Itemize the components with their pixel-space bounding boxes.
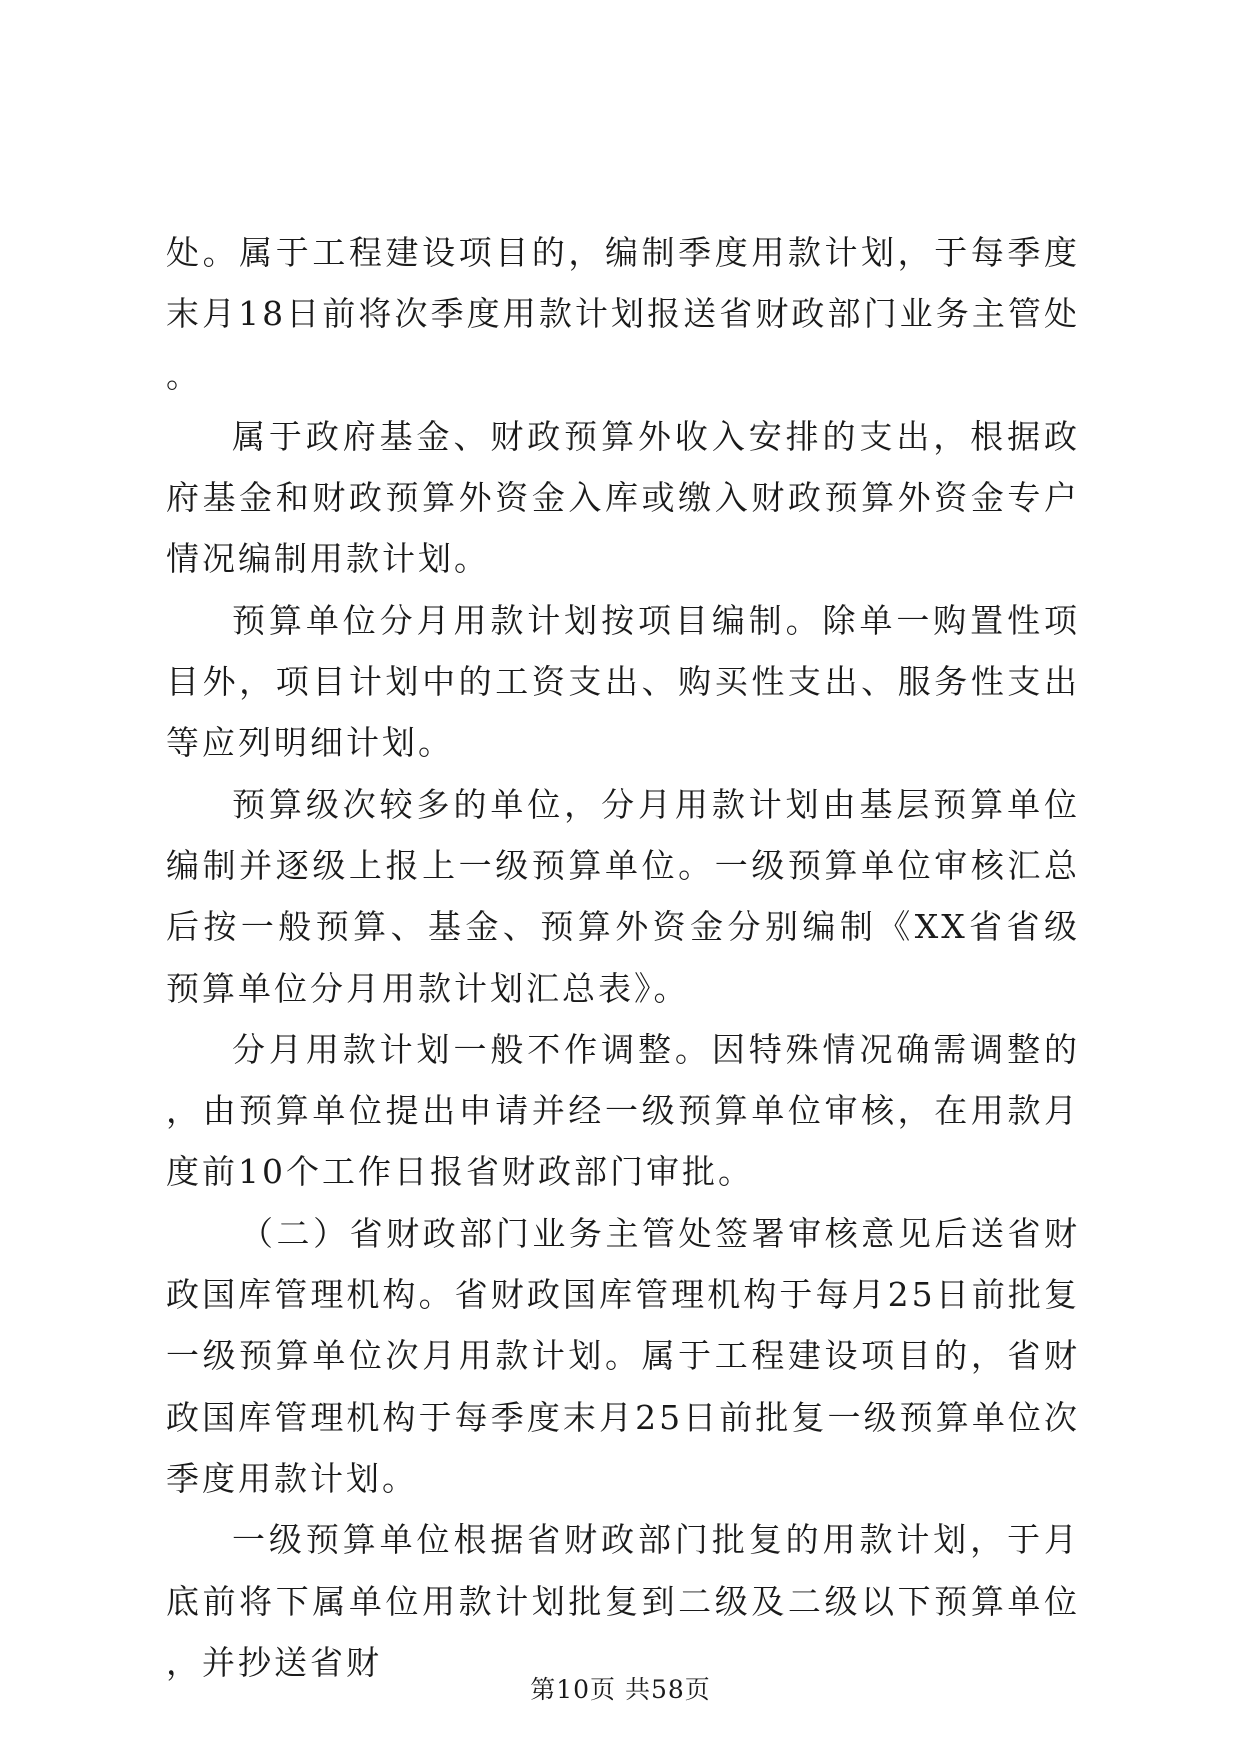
paragraph-6: （二）省财政部门业务主管处签署审核意见后送省财政国库管理机构。省财政国库管理机构于每月25日前批复一级预算单位次月用款计划。属于工程建设项目的，省财政国库管理机构于每季度末月25日前批复一级预算单位次季度用款计划。 [166, 1213, 1080, 1498]
paragraph-3: 预算单位分月用款计划按项目编制。除单一购置性项目外，项目计划中的工资支出、购买性支出、服务性支出等应列明细计划。 [166, 600, 1080, 763]
paragraph-7: 一级预算单位根据省财政部门批复的用款计划，于月底前将下属单位用款计划批复到二级及二级以下预算单位，并抄送省财 [166, 1520, 1080, 1682]
paragraph-5: 分月用款计划一般不作调整。因特殊情况确需调整的，由预算单位提出申请并经一级预算单位审核，在用款月度前10个工作日报省财政部门审批。 [166, 1029, 1080, 1192]
page-number: 第10页 共58页 [530, 1675, 711, 1704]
document-body [166, 222, 1080, 1693]
paragraph-2: 属于政府基金、财政预算外收入安排的支出，根据政府基金和财政预算外资金入库或缴入财政预算外资金专户情况编制用款计划。 [166, 416, 1080, 579]
paragraph-1: 处。属于工程建设项目的，编制季度用款计划，于每季度末月18日前将次季度用款计划报送省财政部门业务主管处。 [166, 233, 1080, 395]
paragraph-4: 预算级次较多的单位，分月用款计划由基层预算单位编制并逐级上报上一级预算单位。一级预算单位审核汇总后按一般预算、基金、预算外资金分别编制《XX省省级预算单位分月用款计划汇总表》。 [166, 784, 1080, 1008]
